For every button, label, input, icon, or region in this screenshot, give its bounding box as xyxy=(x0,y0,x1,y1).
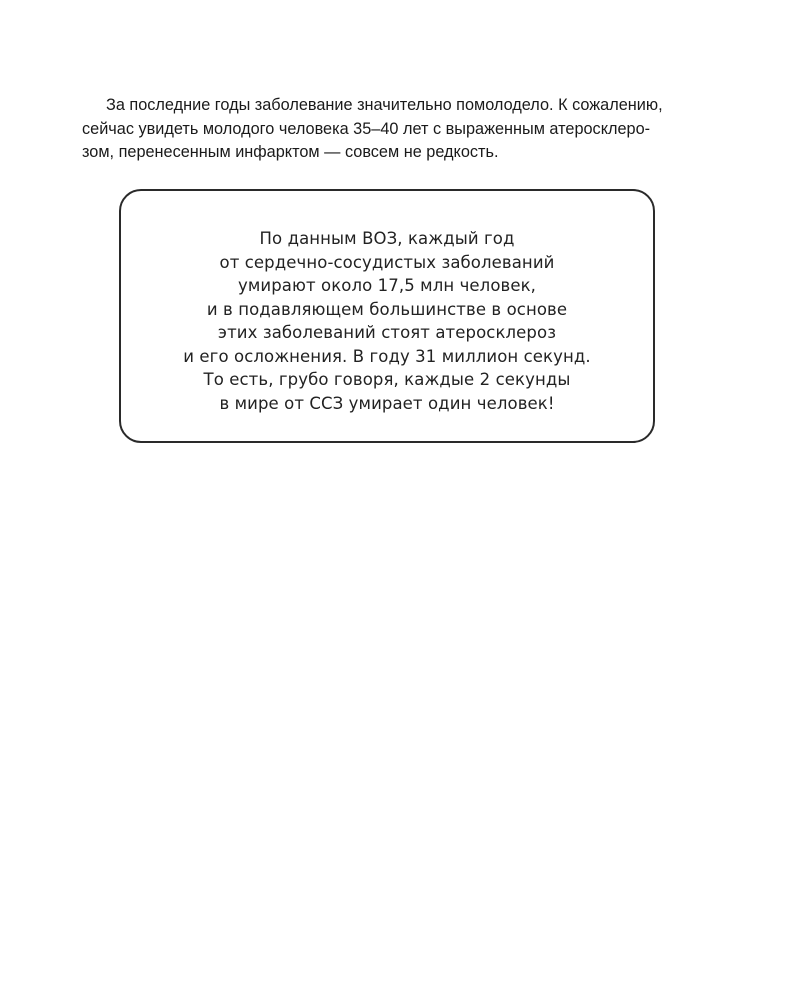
callout-line: умирают около 17,5 млн человек, xyxy=(237,276,537,295)
callout-line: в мире от ССЗ умирает один человек! xyxy=(219,393,555,413)
paragraph-line: За последние годы заболевание значительно помолодело. К сожалению, xyxy=(106,96,663,114)
paragraph-line: зом, перенесенным инфарктом — совсем не редкость. xyxy=(82,143,499,161)
callout-line: и его осложнения. В году 31 миллион секунд. xyxy=(183,346,591,366)
callout-line: и в подавляющем большинстве в основе xyxy=(206,299,568,319)
callout-line: По данным ВОЗ, каждый год xyxy=(259,229,515,248)
callout-line: То есть, грубо говоря, каждые 2 секунды xyxy=(203,370,571,389)
callout-text xyxy=(121,227,653,415)
paragraph-line: сейчас увидеть молодого человека 35–40 лет с выраженным атеросклеро- xyxy=(82,119,651,138)
body-paragraph xyxy=(82,94,702,165)
callout-line: от сердечно-сосудистых заболеваний xyxy=(219,252,555,272)
info-callout-box xyxy=(119,189,655,443)
callout-line: этих заболеваний стоят атеросклероз xyxy=(217,323,557,342)
